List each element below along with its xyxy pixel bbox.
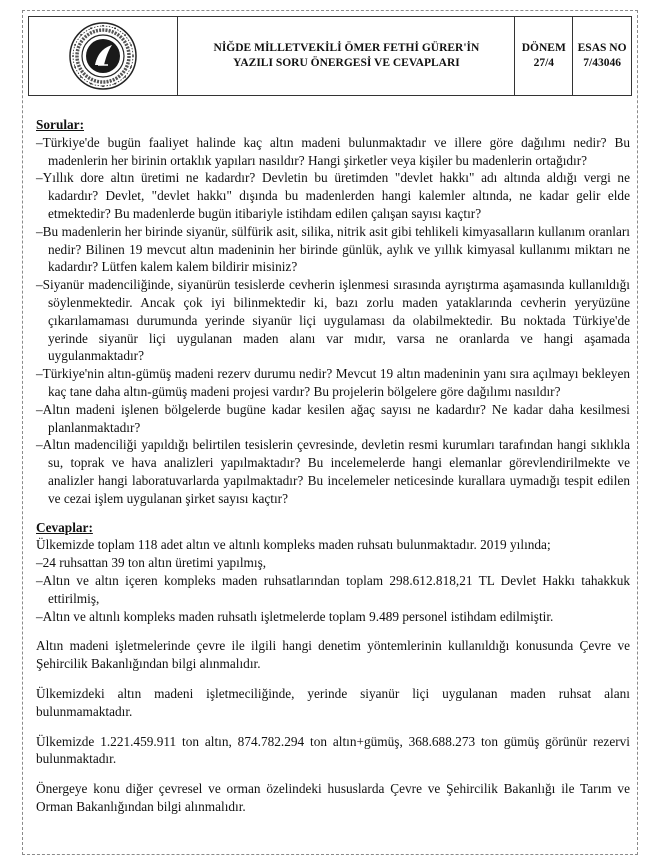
esas-label: ESAS NO xyxy=(577,42,627,54)
esas-cell xyxy=(573,17,631,95)
question-item: –Siyanür madenciliğinde, siyanürün tesislerde cevherin işlenmesi sırasında ayrıştırma aşamasında kullanıldığı söylenmektedir. Ancak çok iyi bilinmektedir ki, bazı zorlu maden yataklarında cevherin yeryüzüne çıkarılamaması durumunda yerinde siyanür liçi uygulaması da olabilmektedir. Bu noktada Türkiye'de yerinde siyanür liçi uygulanan maden alanı var mıdır, varsa ne oranlarda ve hangi aşamada uygulanmaktadır? xyxy=(36,277,630,364)
answers-intro: Ülkemizde toplam 118 adet altın ve altınlı kompleks maden ruhsatı bulunmaktadır. 2019 yılında; xyxy=(36,537,551,553)
question-item: –Türkiye'nin altın-gümüş madeni rezerv durumu nedir? Mevcut 19 altın madeninin yanı sıra açılmayı bekleyen kaç tane daha altın-gümüş madeni projesi vardır? Bu projelerin bölgelere göre dağılımı nasıldır? xyxy=(36,366,630,399)
answer-paragraph: Ülkemizde 1.221.459.911 ton altın, 874.782.294 ton altın+gümüş, 368.688.273 ton gümüş görünür rezervi bulunmaktadır. xyxy=(36,733,630,767)
answers-heading: Cevaplar: xyxy=(36,519,93,535)
donem-cell xyxy=(515,17,573,95)
document-title xyxy=(178,17,515,95)
donem-label: DÖNEM xyxy=(521,42,566,54)
answer-paragraph: Ülkemizdeki altın madeni işletmeciliğinde, yerinde siyanür liçi uygulanan maden ruhsat alanı bulunmamaktadır. xyxy=(36,685,630,719)
document-body xyxy=(36,116,630,816)
question-item: –Altın madeni işlenen bölgelerde bugüne kadar kesilen ağaç sayısı ne kadardır? Ne kadar daha kesilmesi planlanmaktadır? xyxy=(36,401,630,435)
question-item: –Bu madenlerin her birinde siyanür, sülfürik asit, silika, nitrik asit gibi tehlikeli kimyasalların kullanım oranları nedir? Bilinen 19 mevcut altın madeninin her birinde günlük, aylık ve yıllık kimyasal kullanımı miktarı ne kadardır? Lütfen kalem kalem bildirir misiniz? xyxy=(36,223,630,275)
ministry-seal-icon xyxy=(68,21,138,91)
title-line-2: YAZILI SORU ÖNERGESİ VE CEVAPLARI xyxy=(233,57,460,69)
questions-heading: Sorular: xyxy=(36,117,85,132)
answer-list-item: –Altın ve altın içeren kompleks maden ruhsatlarından toplam 298.612.818,21 TL Devlet Hakkı tahakkuk ettirilmiş, xyxy=(36,572,630,606)
question-item: –Türkiye'de bugün faaliyet halinde kaç altın madeni bulunmaktadır ve illere göre dağılımı nedir? Bu madenlerin her birinin ortaklık yapıları nasıldır? Hangi şirketler veya kişiler bu madenlerin ortağıdır? xyxy=(36,134,630,168)
title-line-1: NİĞDE MİLLETVEKİLİ ÖMER FETHİ GÜRER'İN xyxy=(213,42,480,54)
answer-paragraph: Önergeye konu diğer çevresel ve orman özelindeki hususlarda Çevre ve Şehircilik Bakanlığı ile Tarım ve Orman Bakanlığından bilgi alınmalıdır. xyxy=(36,781,630,814)
question-item: –Altın madenciliği yapıldığı belirtilen tesislerin çevresinde, devletin resmi kurumları tarafından hangi sıklıkla su, toprak ve hava analizleri yapılmaktadır? Bu incelemelerde hangi elemanlar görevlendirilmekte ve analizler hangi laboratuvarlarda yapılmaktadır? Bu incelemeler neticesinde kurallara uymadığı tespit edilen ve cezai işlem uygulanan şirket sayısı kaçtır? xyxy=(36,437,630,506)
document-header xyxy=(28,16,632,96)
question-item: –Yıllık dore altın üretimi ne kadardır? Devletin bu üretimden "devlet hakkı" adı altında aldığı vergi ne kadardır? Devlet, "devlet hakkı" dışında bu madenlerden hangi kalemler altında, ne kadar gelir elde etmektedir? Bu madenlerde bugün itibariyle istihdam edilen çalışan sayısı kaçtır? xyxy=(36,170,630,221)
esas-value: 7/43046 xyxy=(583,57,621,69)
answer-list-item: –Altın ve altınlı kompleks maden ruhsatlı işletmelerde toplam 9.489 personel istihdam edilmiştir. xyxy=(36,608,554,624)
answer-paragraph: Altın madeni işletmelerinde çevre ile ilgili hangi denetim yöntemlerinin kullanıldığı konusunda Çevre ve Şehircilik Bakanlığından bilgi alınmalıdır. xyxy=(36,638,630,672)
logo-cell xyxy=(29,17,178,95)
donem-value: 27/4 xyxy=(533,57,555,69)
answer-list-item: –24 ruhsattan 39 ton altın üretimi yapılmış, xyxy=(36,555,267,571)
